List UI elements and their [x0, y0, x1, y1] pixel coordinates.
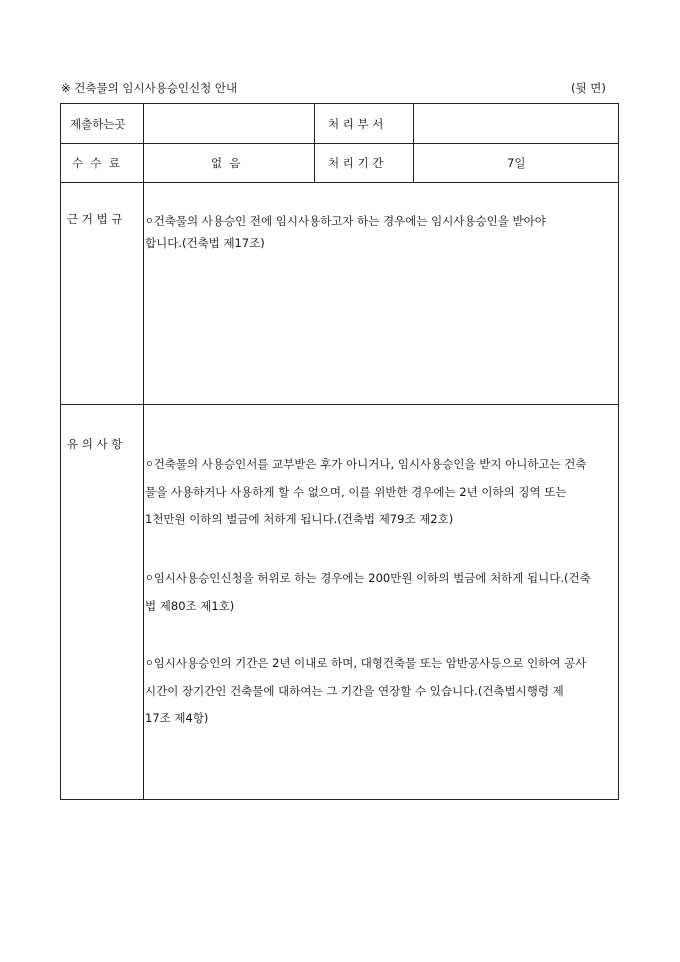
legal-basis-text: [145, 211, 617, 254]
note-item-1: [145, 451, 617, 533]
row-divider-1: [61, 143, 618, 144]
mid-column-divider-left: [314, 104, 315, 183]
row-divider-3: [61, 404, 618, 405]
note-3-line-2: 시간이 장기간인 건축물에 대하여는 그 기간을 연장할 수 있습니다.(건축법시행령 제: [145, 684, 564, 698]
note-1-line-1: ㅇ건축물의 사용승인서를 교부받은 후가 아니거나, 임시사용승인을 받지 아니하고는 건축: [145, 457, 587, 471]
legal-basis-label: 근 거 법 규: [67, 212, 123, 226]
page-side-label: (뒷 면): [571, 81, 606, 95]
note-item-2: [145, 565, 617, 620]
processing-dept-label: 처 리 부 서: [328, 117, 384, 131]
note-3-line-3: 17조 제4항): [145, 711, 209, 725]
row-divider-2: [61, 182, 618, 183]
processing-period-value: 7일: [507, 156, 526, 170]
note-1-line-3: 1천만원 이하의 벌금에 처하게 됩니다.(건축법 제79조 제2호): [145, 512, 454, 526]
legal-basis-line-2: 합니다.(건축법 제17조): [145, 236, 265, 250]
mid-column-divider-right: [413, 104, 414, 183]
label-column-divider: [143, 104, 144, 799]
submit-location-label: 제출하는곳: [70, 117, 126, 131]
note-1-line-2: 물을 사용하거나 사용하게 할 수 없으며, 이를 위반한 경우에는 2년 이하의 징역 또는: [145, 485, 567, 499]
note-item-3: [145, 650, 617, 732]
note-2-line-2: 법 제80조 제1호): [145, 599, 235, 613]
bullet-icon: ㅇ: [145, 217, 154, 227]
bullet-icon: ㅇ: [145, 574, 154, 584]
notes-label: 유 의 사 항: [67, 437, 123, 451]
legal-basis-line-1: ㅇ건축물의 사용승인 전에 임시사용하고자 하는 경우에는 임시사용승인을 받아야: [145, 214, 546, 228]
document-title: ※ 건축물의 임시사용승인신청 안내: [61, 81, 238, 95]
note-2-line-1: ㅇ임시사용승인신청을 허위로 하는 경우에는 200만원 이하의 벌금에 처하게 됩니다.(건축: [145, 571, 591, 585]
bullet-icon: ㅇ: [145, 460, 154, 470]
processing-period-label: 처 리 기 간: [328, 156, 384, 170]
note-3-line-1: ㅇ임시사용승인의 기간은 2년 이내로 하며, 대형건축물 또는 암반공사등으로 인하여 공사: [145, 656, 587, 670]
bullet-icon: ㅇ: [145, 659, 154, 669]
fee-label: 수 수 료: [72, 156, 120, 170]
fee-value: 없 음: [211, 156, 241, 170]
